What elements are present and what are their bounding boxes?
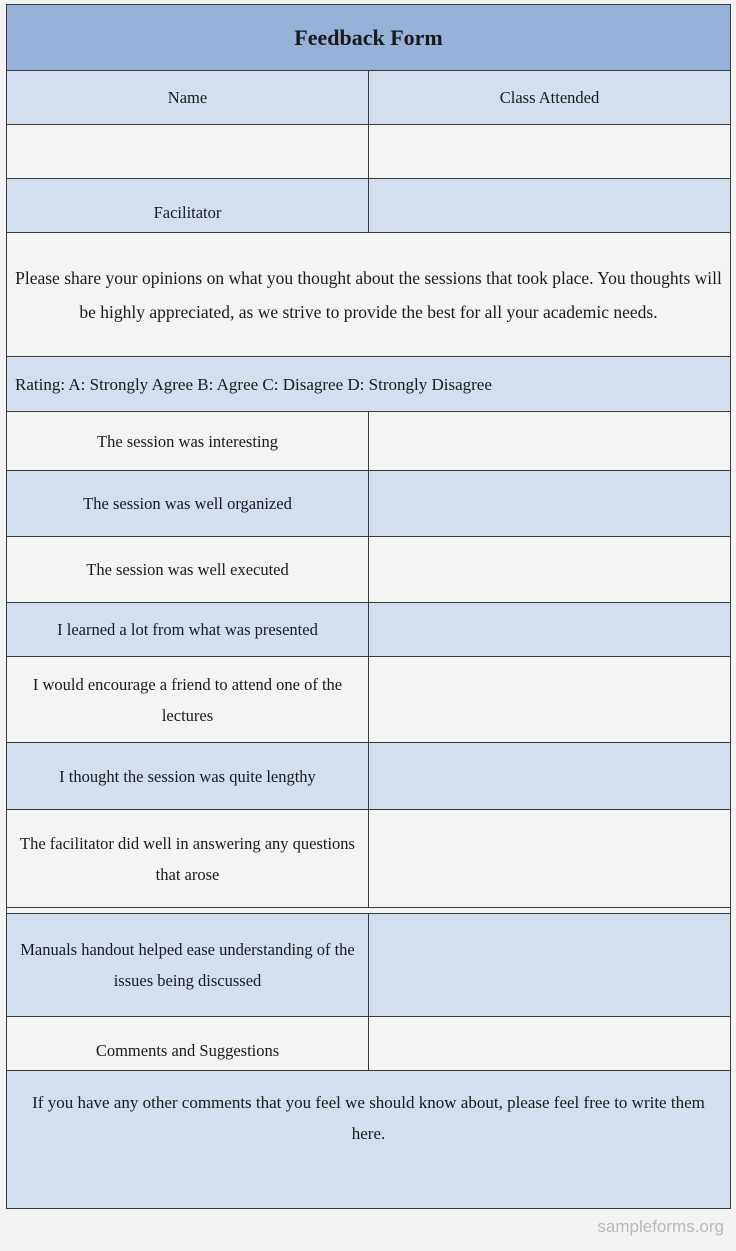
statement-label: The facilitator did well in answering any questions that arose (7, 810, 369, 907)
manuals-statement-label: Manuals handout helped ease understanding of the issues being discussed (7, 914, 369, 1016)
statement-label: I learned a lot from what was presented (7, 603, 369, 656)
rating-field[interactable] (369, 471, 730, 536)
class-attended-field[interactable] (369, 125, 730, 178)
comments-field[interactable] (369, 1017, 730, 1070)
rating-field[interactable] (369, 657, 730, 742)
statement-row (7, 603, 730, 657)
statement-row (7, 537, 730, 603)
intro-text: Please share your opinions on what you thought about the sessions that took place. You thoughts will be highly appreciated, as we strive to provide the best for all your academic needs. (15, 267, 722, 322)
statement-row (7, 657, 730, 743)
manuals-rating-field[interactable] (369, 914, 730, 1016)
statement-row (7, 471, 730, 537)
closing-row (7, 1071, 730, 1209)
rating-field[interactable] (369, 537, 730, 602)
intro-row (7, 233, 730, 357)
statement-row (7, 743, 730, 810)
header-row (7, 71, 730, 125)
rating-field[interactable] (369, 810, 730, 907)
title-row (7, 5, 730, 71)
manuals-row (7, 914, 730, 1017)
rating-field[interactable] (369, 743, 730, 809)
statement-row (7, 412, 730, 471)
name-class-input-row (7, 125, 730, 179)
closing-text[interactable]: If you have any other comments that you feel we should know about, please feel free to write them here. (32, 1093, 705, 1143)
feedback-form (6, 4, 731, 1209)
name-field[interactable] (7, 125, 369, 178)
statement-label: I thought the session was quite lengthy (7, 743, 369, 809)
class-attended-label: Class Attended (499, 88, 600, 107)
comments-label: Comments and Suggestions (7, 1017, 369, 1070)
facilitator-row (7, 179, 730, 233)
faint-mark: · (40, 1202, 43, 1209)
statement-label: The session was well organized (7, 471, 369, 536)
statement-row (7, 810, 730, 908)
statement-label: The session was well executed (7, 537, 369, 602)
statement-label: The session was interesting (7, 412, 369, 470)
rating-legend: Rating: A: Strongly Agree B: Agree C: Disagree D: Strongly Disagree (15, 374, 492, 394)
form-title: Feedback Form (7, 5, 730, 70)
rating-field[interactable] (369, 603, 730, 656)
comments-row (7, 1017, 730, 1071)
rating-field[interactable] (369, 412, 730, 470)
watermark: sampleforms.org (597, 1217, 724, 1236)
rating-row (7, 357, 730, 412)
name-label: Name (7, 71, 369, 124)
facilitator-field[interactable] (369, 179, 730, 232)
facilitator-label: Facilitator (7, 179, 369, 232)
statement-label: I would encourage a friend to attend one of the lectures (7, 657, 369, 742)
